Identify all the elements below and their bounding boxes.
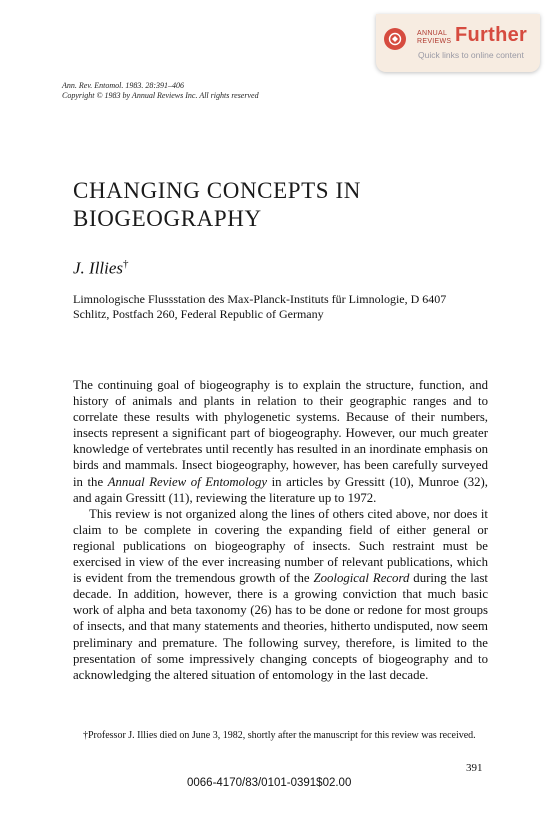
paragraph-2: This review is not organized along the lines of others cited above, nor does it claim to be complete in covering the expanding field of either general or regional publications on biogeography of insects. Such restraint must be exercised in view of the ever increasing number of relevant publications, which is evident from the tremendous growth of the Zoological Record during the last decade. In addition, however, there is a growing conviction that much basic work of alpha and beta taxonomy (26) has to be done or redone for most groups of insects, and that many statements and theories, hitherto undisputed, now seem preliminary and premature. The following survey, therefore, is limited to the presentation of some impressively changing concepts of biogeography and to acknowledging the altered situation of entomology in the last decade. [73, 506, 488, 682]
author-dagger: † [123, 258, 129, 270]
affiliation-line: Schlitz, Postfach 260, Federal Republic of Germany [73, 307, 324, 321]
journal-name: Annual Review of Entomology [107, 474, 268, 489]
badge-subtitle: Quick links to online content [418, 50, 524, 60]
page-number: 391 [466, 762, 483, 774]
publisher-code: 0066-4170/83/0101-0391$02.00 [187, 777, 352, 789]
footnote: †Professor J. Illies died on June 3, 1982, shortly after the manuscript for this review was received. [83, 730, 476, 741]
author [73, 258, 129, 279]
article-title [73, 177, 493, 233]
author-name: J. Illies [73, 258, 124, 278]
title-line: CHANGING CONCEPTS IN [73, 178, 362, 203]
annual-reviews-logo-icon [384, 28, 406, 50]
further-badge[interactable] [376, 14, 540, 72]
citation-line: Ann. Rev. Entomol. 1983. 28:391–406 [62, 81, 185, 90]
body-text [73, 377, 488, 683]
citation-block [62, 81, 259, 101]
affiliation-line: Limnologische Flussstation des Max-Planck-Instituts für Limnologie, D 6407 [73, 292, 447, 306]
title-line: BIOGEOGRAPHY [73, 206, 262, 231]
badge-publisher-label: ANNUAL REVIEWS [417, 30, 452, 45]
affiliation [73, 292, 503, 322]
record-name: Zoological Record [313, 571, 410, 586]
badge-further-label: Further [455, 24, 528, 46]
paragraph-1: The continuing goal of biogeography is to explain the structure, function, and history of animals and plants in relation to their geographic ranges and to correlate these results with phylogenetic systems. Because of their numbers, insects represent a significant part of biogeography. However, our much greater knowledge of vertebrates until recently has resulted in an inordinate emphasis on birds and mammals. Insect biogeography, however, has been carefully surveyed in the Annual Review of Entomology in articles by Gressitt (10), Munroe (32), and again Gressitt (11), reviewing the literature up to 1972. [73, 378, 488, 505]
copyright-line: Copyright © 1983 by Annual Reviews Inc. All rights reserved [62, 91, 259, 100]
